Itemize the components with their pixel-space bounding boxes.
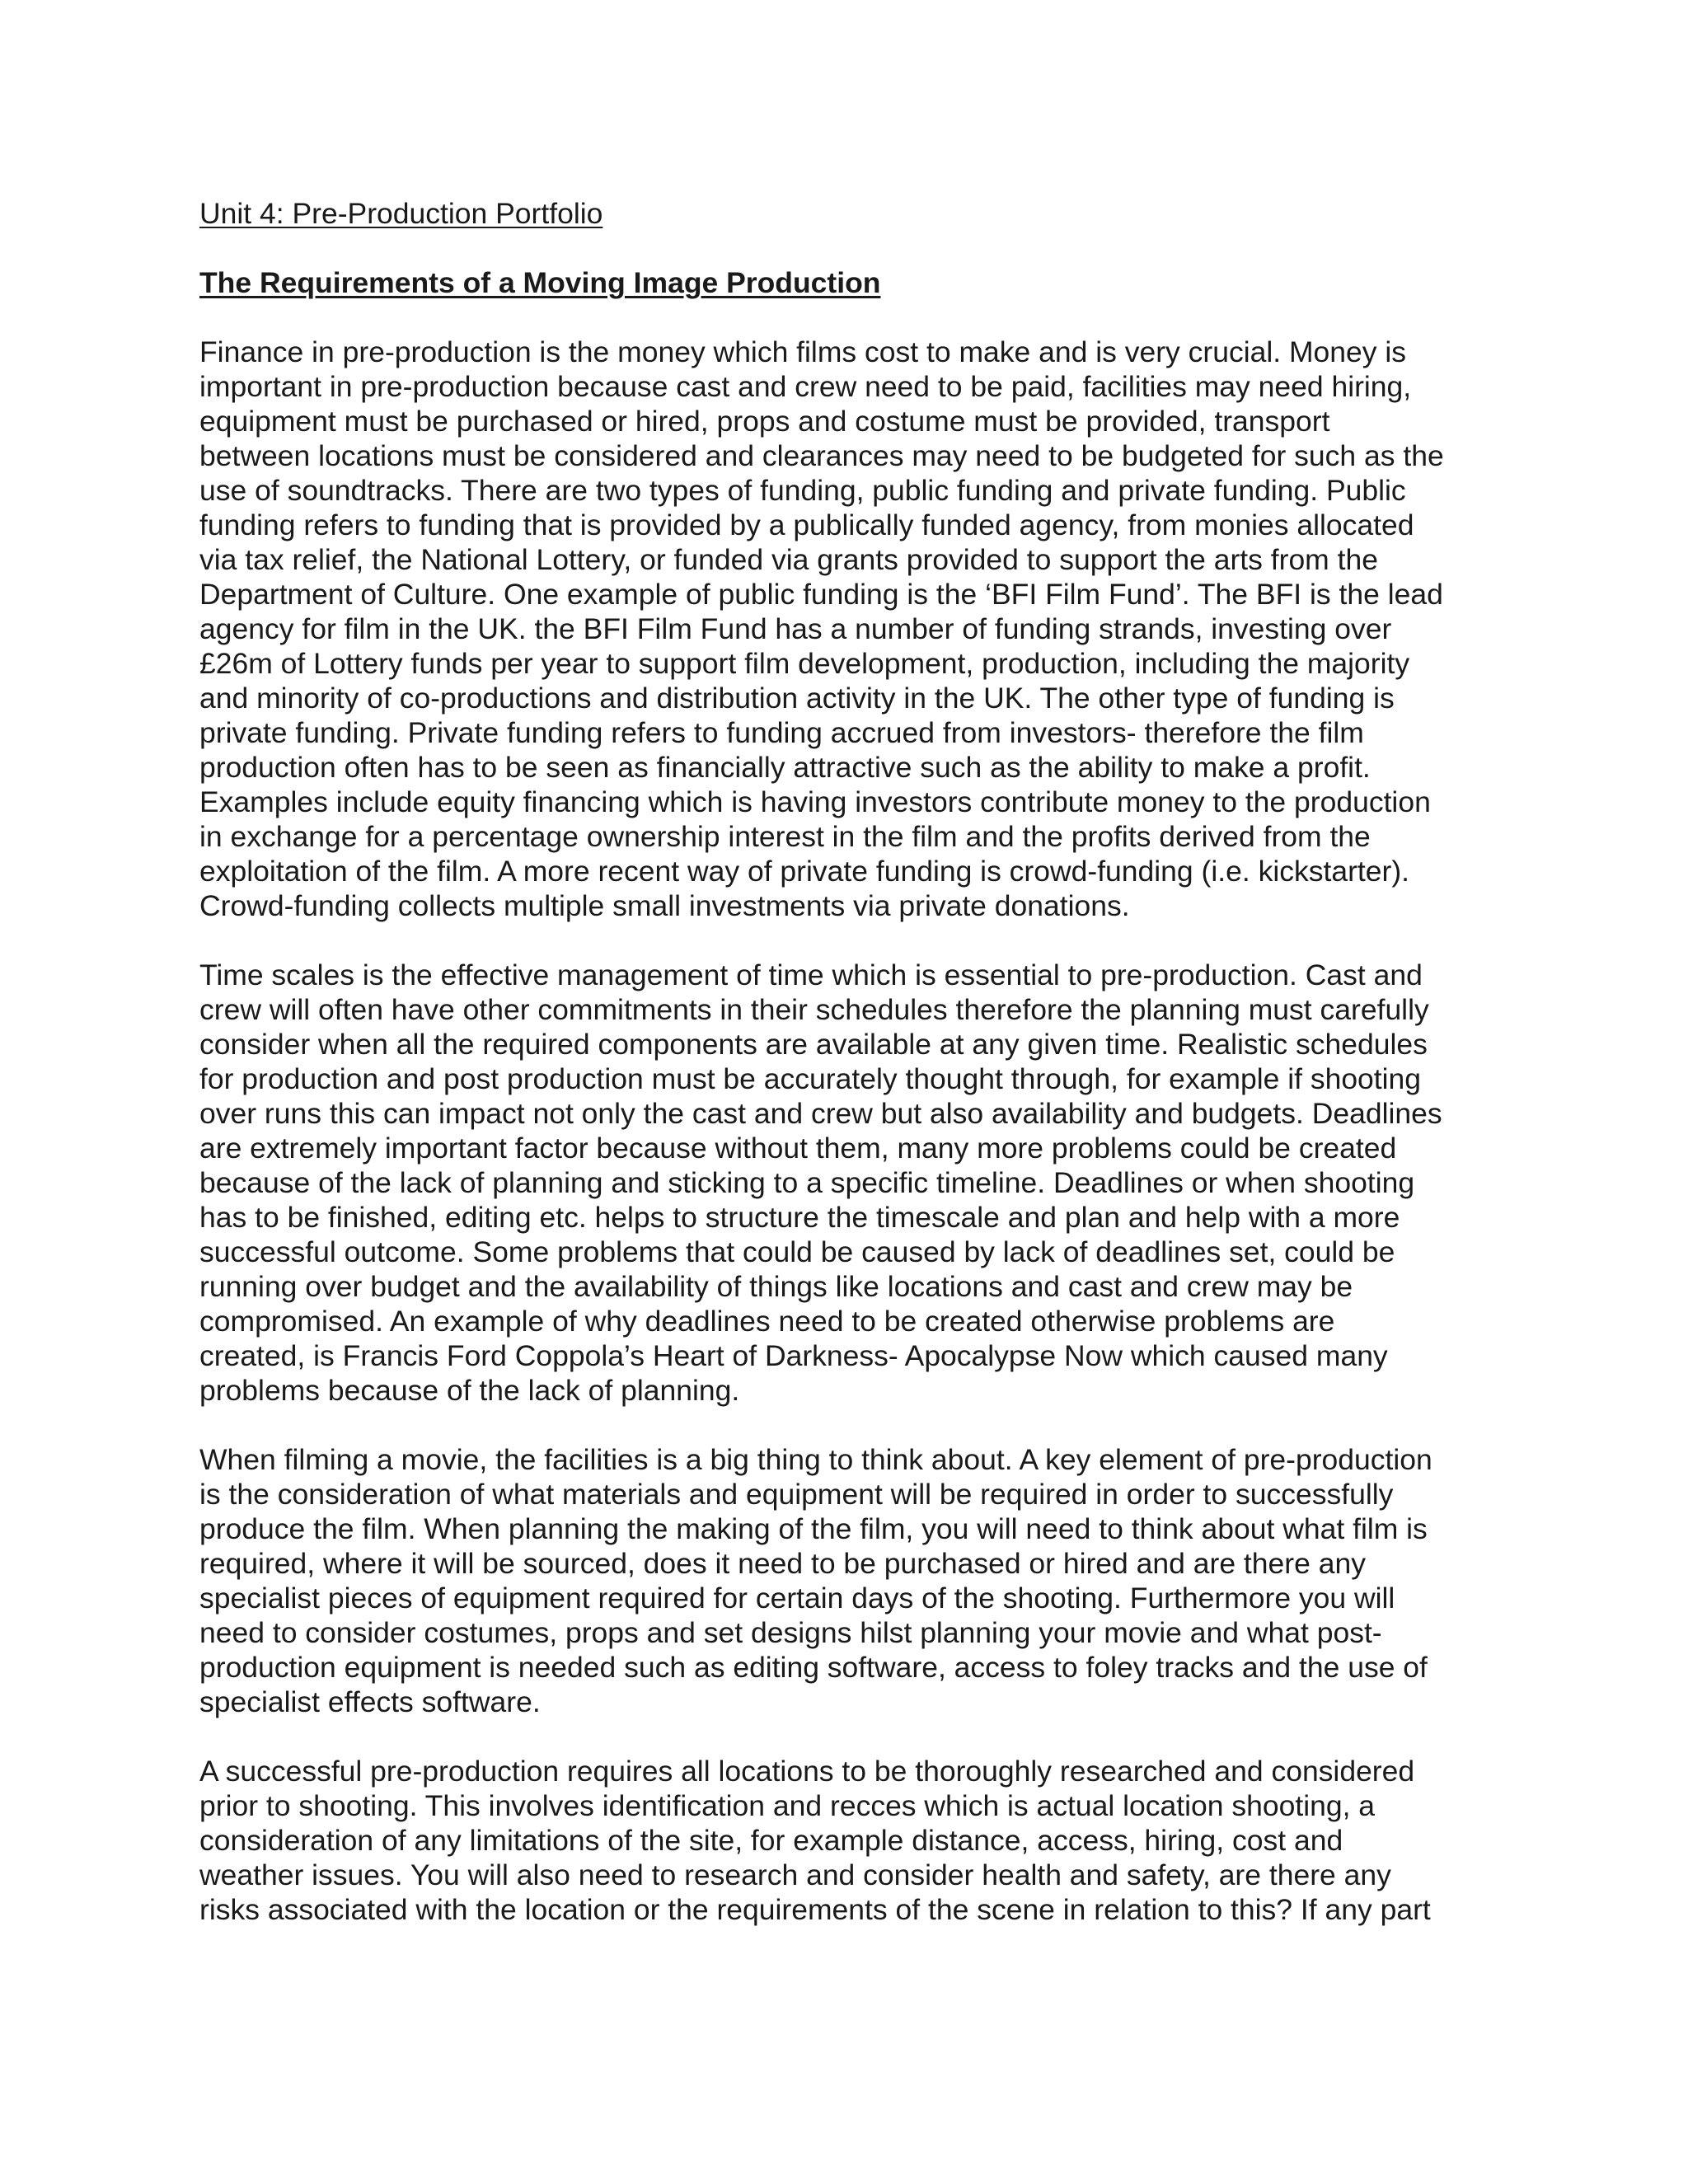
paragraph-line: crew will often have other commitments in their schedules therefore the planning must carefully: [199, 993, 1429, 1026]
paragraph-line: in exchange for a percentage ownership interest in the film and the profits derived from the: [199, 820, 1371, 853]
paragraph-line: successful outcome. Some problems that could be caused by lack of deadlines set, could be: [199, 1235, 1395, 1268]
paragraph-line: compromised. An example of why deadlines need to be created otherwise problems are: [199, 1305, 1335, 1338]
paragraph-line: are extremely important factor because without them, many more problems could be created: [199, 1132, 1397, 1165]
paragraph-line: need to consider costumes, props and set designs hilst planning your movie and what post-: [199, 1616, 1382, 1649]
paragraph-line: funding refers to funding that is provided by a publically funded agency, from monies allocated: [199, 509, 1414, 541]
paragraph-line: use of soundtracks. There are two types of funding, public funding and private funding. Public: [199, 474, 1406, 507]
document-body: [199, 196, 1498, 1927]
paragraph-line: because of the lack of planning and sticking to a specific timeline. Deadlines or when shooting: [199, 1166, 1415, 1199]
paragraph-line: private funding. Private funding refers to funding accrued from investors- therefore the film: [199, 716, 1364, 749]
body-paragraph: [199, 1442, 1498, 1719]
paragraph-line: for production and post production must be accurately thought through, for example if shooting: [199, 1062, 1422, 1095]
paragraph-line: Crowd-funding collects multiple small investments via private donations.: [199, 889, 1130, 922]
paragraph-line: risks associated with the location or the requirements of the scene in relation to this? If any part: [199, 1893, 1431, 1926]
paragraph-line: specialist pieces of equipment required for certain days of the shooting. Furthermore you will: [199, 1582, 1395, 1615]
section-heading: The Requirements of a Moving Image Production: [199, 266, 881, 299]
paragraph-line: is the consideration of what materials and equipment will be required in order to successfully: [199, 1478, 1394, 1511]
paragraph-line: specialist effects software.: [199, 1685, 541, 1718]
paragraph-line: When filming a movie, the facilities is a big thing to think about. A key element of pre-production: [199, 1443, 1432, 1476]
paragraph-line: consideration of any limitations of the site, for example distance, access, hiring, cost and: [199, 1824, 1343, 1857]
paragraph-line: Finance in pre-production is the money which films cost to make and is very crucial. Money is: [199, 335, 1406, 368]
paragraph-line: over runs this can impact not only the cast and crew but also availability and budgets. Deadlines: [199, 1097, 1442, 1130]
paragraph-line: Department of Culture. One example of public funding is the ‘BFI Film Fund’. The BFI is the lead: [199, 578, 1443, 611]
body-paragraph: [199, 1754, 1498, 1927]
paragraph-line: exploitation of the film. A more recent way of private funding is crowd-funding (i.e. kickstarter).: [199, 855, 1409, 888]
paragraph-line: weather issues. You will also need to research and consider health and safety, are there any: [199, 1858, 1391, 1891]
paragraph-line: agency for film in the UK. the BFI Film Fund has a number of funding strands, investing over: [199, 612, 1392, 645]
paragraph-line: production equipment is needed such as editing software, access to foley tracks and the use of: [199, 1651, 1428, 1684]
paragraph-line: required, where it will be sourced, does it need to be purchased or hired and are there any: [199, 1547, 1366, 1580]
paragraph-line: A successful pre-production requires all locations to be thoroughly researched and considered: [199, 1755, 1415, 1788]
paragraph-line: Examples include equity financing which is having investors contribute money to the production: [199, 785, 1431, 818]
paragraph-line: problems because of the lack of planning.: [199, 1374, 740, 1407]
paragraph-line: important in pre-production because cast and crew need to be paid, facilities may need hiring,: [199, 370, 1412, 403]
paragraph-line: has to be finished, editing etc. helps to structure the timescale and plan and help with a more: [199, 1201, 1400, 1234]
paragraph-line: £26m of Lottery funds per year to support film development, production, including the majority: [199, 647, 1410, 680]
paragraph-line: production often has to be seen as financially attractive such as the ability to make a profit.: [199, 751, 1371, 784]
body-paragraph: [199, 958, 1498, 1408]
paragraph-line: between locations must be considered and clearances may need to be budgeted for such as the: [199, 439, 1444, 472]
paragraph-line: consider when all the required components are available at any given time. Realistic schedules: [199, 1028, 1428, 1061]
unit-title: Unit 4: Pre-Production Portfolio: [199, 197, 603, 230]
paragraph-line: created, is Francis Ford Coppola’s Heart of Darkness- Apocalypse Now which caused many: [199, 1339, 1388, 1372]
paragraph-line: prior to shooting. This involves identification and recces which is actual location shooting, a: [199, 1789, 1376, 1822]
body-paragraph: [199, 335, 1498, 923]
paragraph-line: produce the film. When planning the making of the film, you will need to think about what film is: [199, 1512, 1428, 1545]
paragraph-line: equipment must be purchased or hired, props and costume must be provided, transport: [199, 405, 1330, 438]
paragraph-line: and minority of co-productions and distribution activity in the UK. The other type of funding is: [199, 682, 1395, 715]
paragraph-line: via tax relief, the National Lottery, or funded via grants provided to support the arts from the: [199, 543, 1378, 576]
paragraph-line: Time scales is the effective management of time which is essential to pre-production. Cast and: [199, 958, 1423, 991]
paragraphs: [199, 335, 1498, 1927]
paragraph-line: running over budget and the availability of things like locations and cast and crew may be: [199, 1270, 1353, 1303]
